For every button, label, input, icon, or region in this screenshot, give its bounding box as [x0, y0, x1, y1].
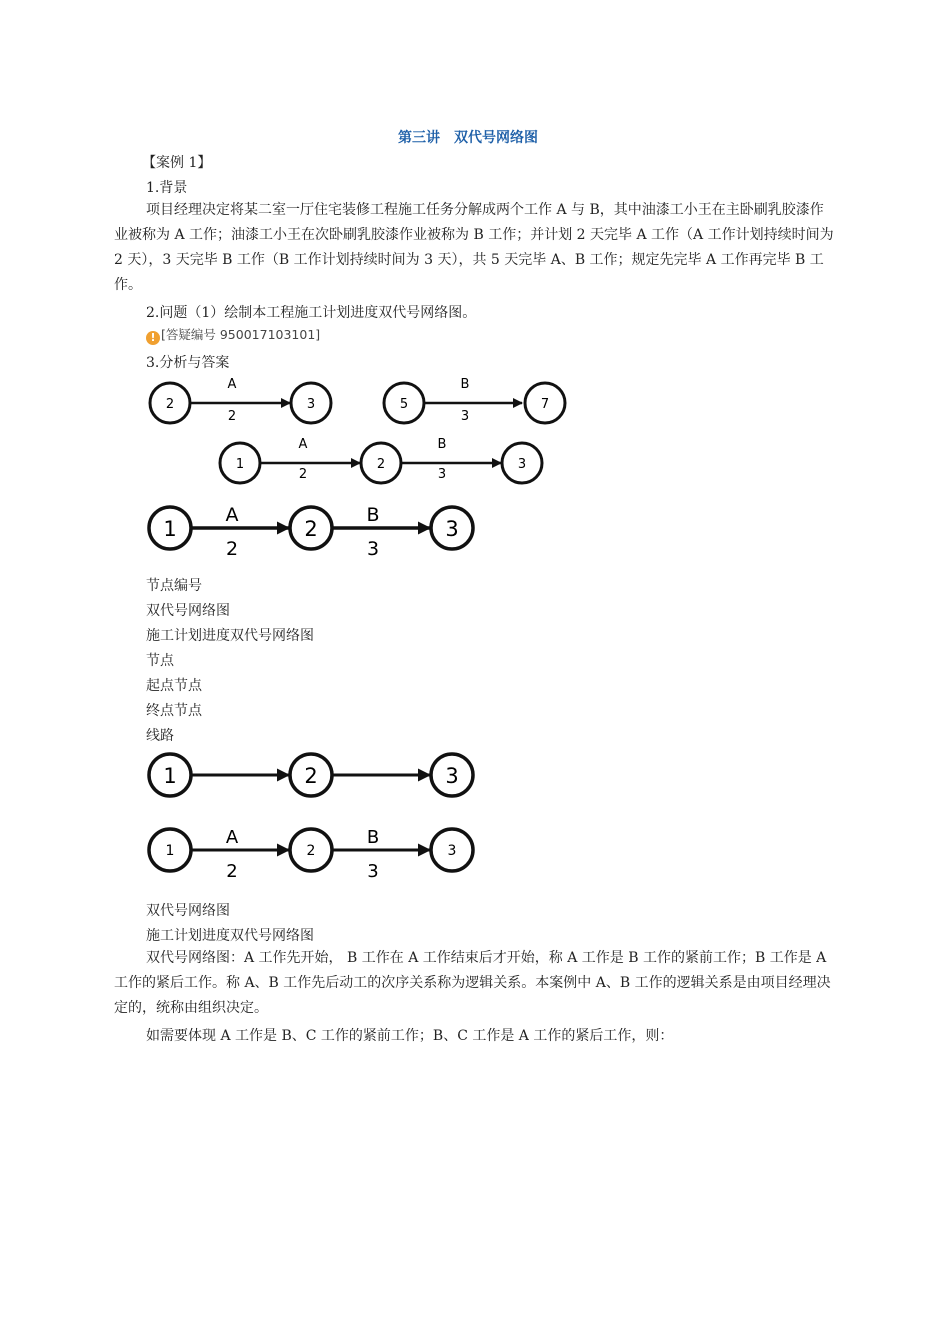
- label-start-node: 起点节点: [146, 678, 202, 694]
- page-title: 第三讲 双代号网络图: [398, 130, 538, 146]
- qa-code-text: [答疑编号 950017103101]: [161, 327, 321, 342]
- node-number: 2: [304, 517, 318, 541]
- activity-label: B: [366, 504, 380, 526]
- label-end-node: 终点节点: [146, 703, 202, 719]
- network-diagram-bold-1: [140, 500, 480, 562]
- node-number: 1: [163, 764, 177, 788]
- duration-label: 2: [225, 538, 239, 560]
- question-text: 2.问题（1）绘制本工程施工计划进度双代号网络图。: [146, 305, 477, 321]
- label-node: 节点: [146, 653, 174, 669]
- duration-label: 3: [367, 861, 379, 882]
- section-analysis-heading: 3.分析与答案: [146, 355, 230, 371]
- diagram-1-2-3-thin: [220, 437, 542, 483]
- explanation-paragraph: 双代号网络图：A 工作先开始， B 工作在 A 工作结束后才开始，称 A 工作是 B 工作的紧前工作；B 工作是 A 工作的紧后工作。称 A、B 工作先后动工的次序关系称为逻辑关系。本案例中 A、B 工作的逻辑关系是由项目经理决定的，统称由组织决定。: [114, 950, 831, 1016]
- info-icon: !: [146, 331, 160, 345]
- activity-label: A: [227, 377, 237, 392]
- activity-label: B: [460, 377, 470, 392]
- activity-label: A: [225, 504, 239, 526]
- network-diagram-bold-2: [140, 822, 480, 884]
- node-number: 1: [163, 517, 177, 541]
- label-schedule-network: 施工计划进度双代号网络图: [146, 628, 314, 644]
- node-number: 2: [304, 764, 318, 788]
- duration-label: 3: [460, 409, 470, 424]
- network-diagrams-thin: [140, 368, 580, 493]
- duration-label: 2: [298, 467, 308, 482]
- node-number: 3: [447, 843, 457, 859]
- node-number: 7: [540, 397, 550, 412]
- duration-label: 2: [226, 861, 238, 882]
- network-diagram-path: [140, 748, 480, 804]
- qa-code-link[interactable]: [146, 325, 320, 345]
- background-paragraph: 项目经理决定将某二室一厅住宅装修工程施工任务分解成两个工作 A 与 B，其中油漆工小王在主卧刷乳胶漆作业被称为 A 工作；油漆工小王在次卧刷乳胶漆作业被称为 B 工作；并计划 2 天完毕 A 工作（A 工作计划持续时间为 2 天），3 天完毕 B 工作（B 工作计划持续时间为 3 天），共 5 天完毕 A、B 工作；规定先完毕 A 工作再完毕 B 工作。: [114, 202, 834, 293]
- node-number: 3: [445, 764, 459, 788]
- label-double-code-network: 双代号网络图: [146, 603, 230, 619]
- node-number: 1: [165, 843, 175, 859]
- label-path: 线路: [146, 728, 174, 744]
- label-node-number: 节点编号: [146, 578, 202, 594]
- case-label: 【案例 1】: [142, 155, 212, 171]
- duration-label: 2: [227, 409, 237, 424]
- node-number: 3: [517, 457, 527, 472]
- activity-label: B: [366, 827, 380, 848]
- label-double-code-network-2: 双代号网络图: [146, 903, 230, 919]
- activity-label: B: [437, 437, 447, 452]
- node-number: 3: [445, 517, 459, 541]
- final-line: 如需要体现 A 工作是 B、C 工作的紧前工作；B、C 工作是 A 工作的紧后工作，则：: [146, 1028, 674, 1044]
- diagram-b-5-7: [384, 377, 565, 424]
- node-number: 2: [165, 397, 175, 412]
- activity-label: A: [298, 437, 308, 452]
- label-schedule-network-2: 施工计划进度双代号网络图: [146, 928, 314, 944]
- section-background-heading: 1.背景: [146, 180, 188, 196]
- node-number: 3: [306, 397, 316, 412]
- diagram-a-2-3: [150, 377, 331, 424]
- node-number: 1: [235, 457, 245, 472]
- node-number: 5: [399, 397, 409, 412]
- node-number: 2: [376, 457, 386, 472]
- duration-label: 3: [437, 467, 447, 482]
- node-number: 2: [306, 843, 316, 859]
- duration-label: 3: [366, 538, 380, 560]
- activity-label: A: [225, 827, 239, 848]
